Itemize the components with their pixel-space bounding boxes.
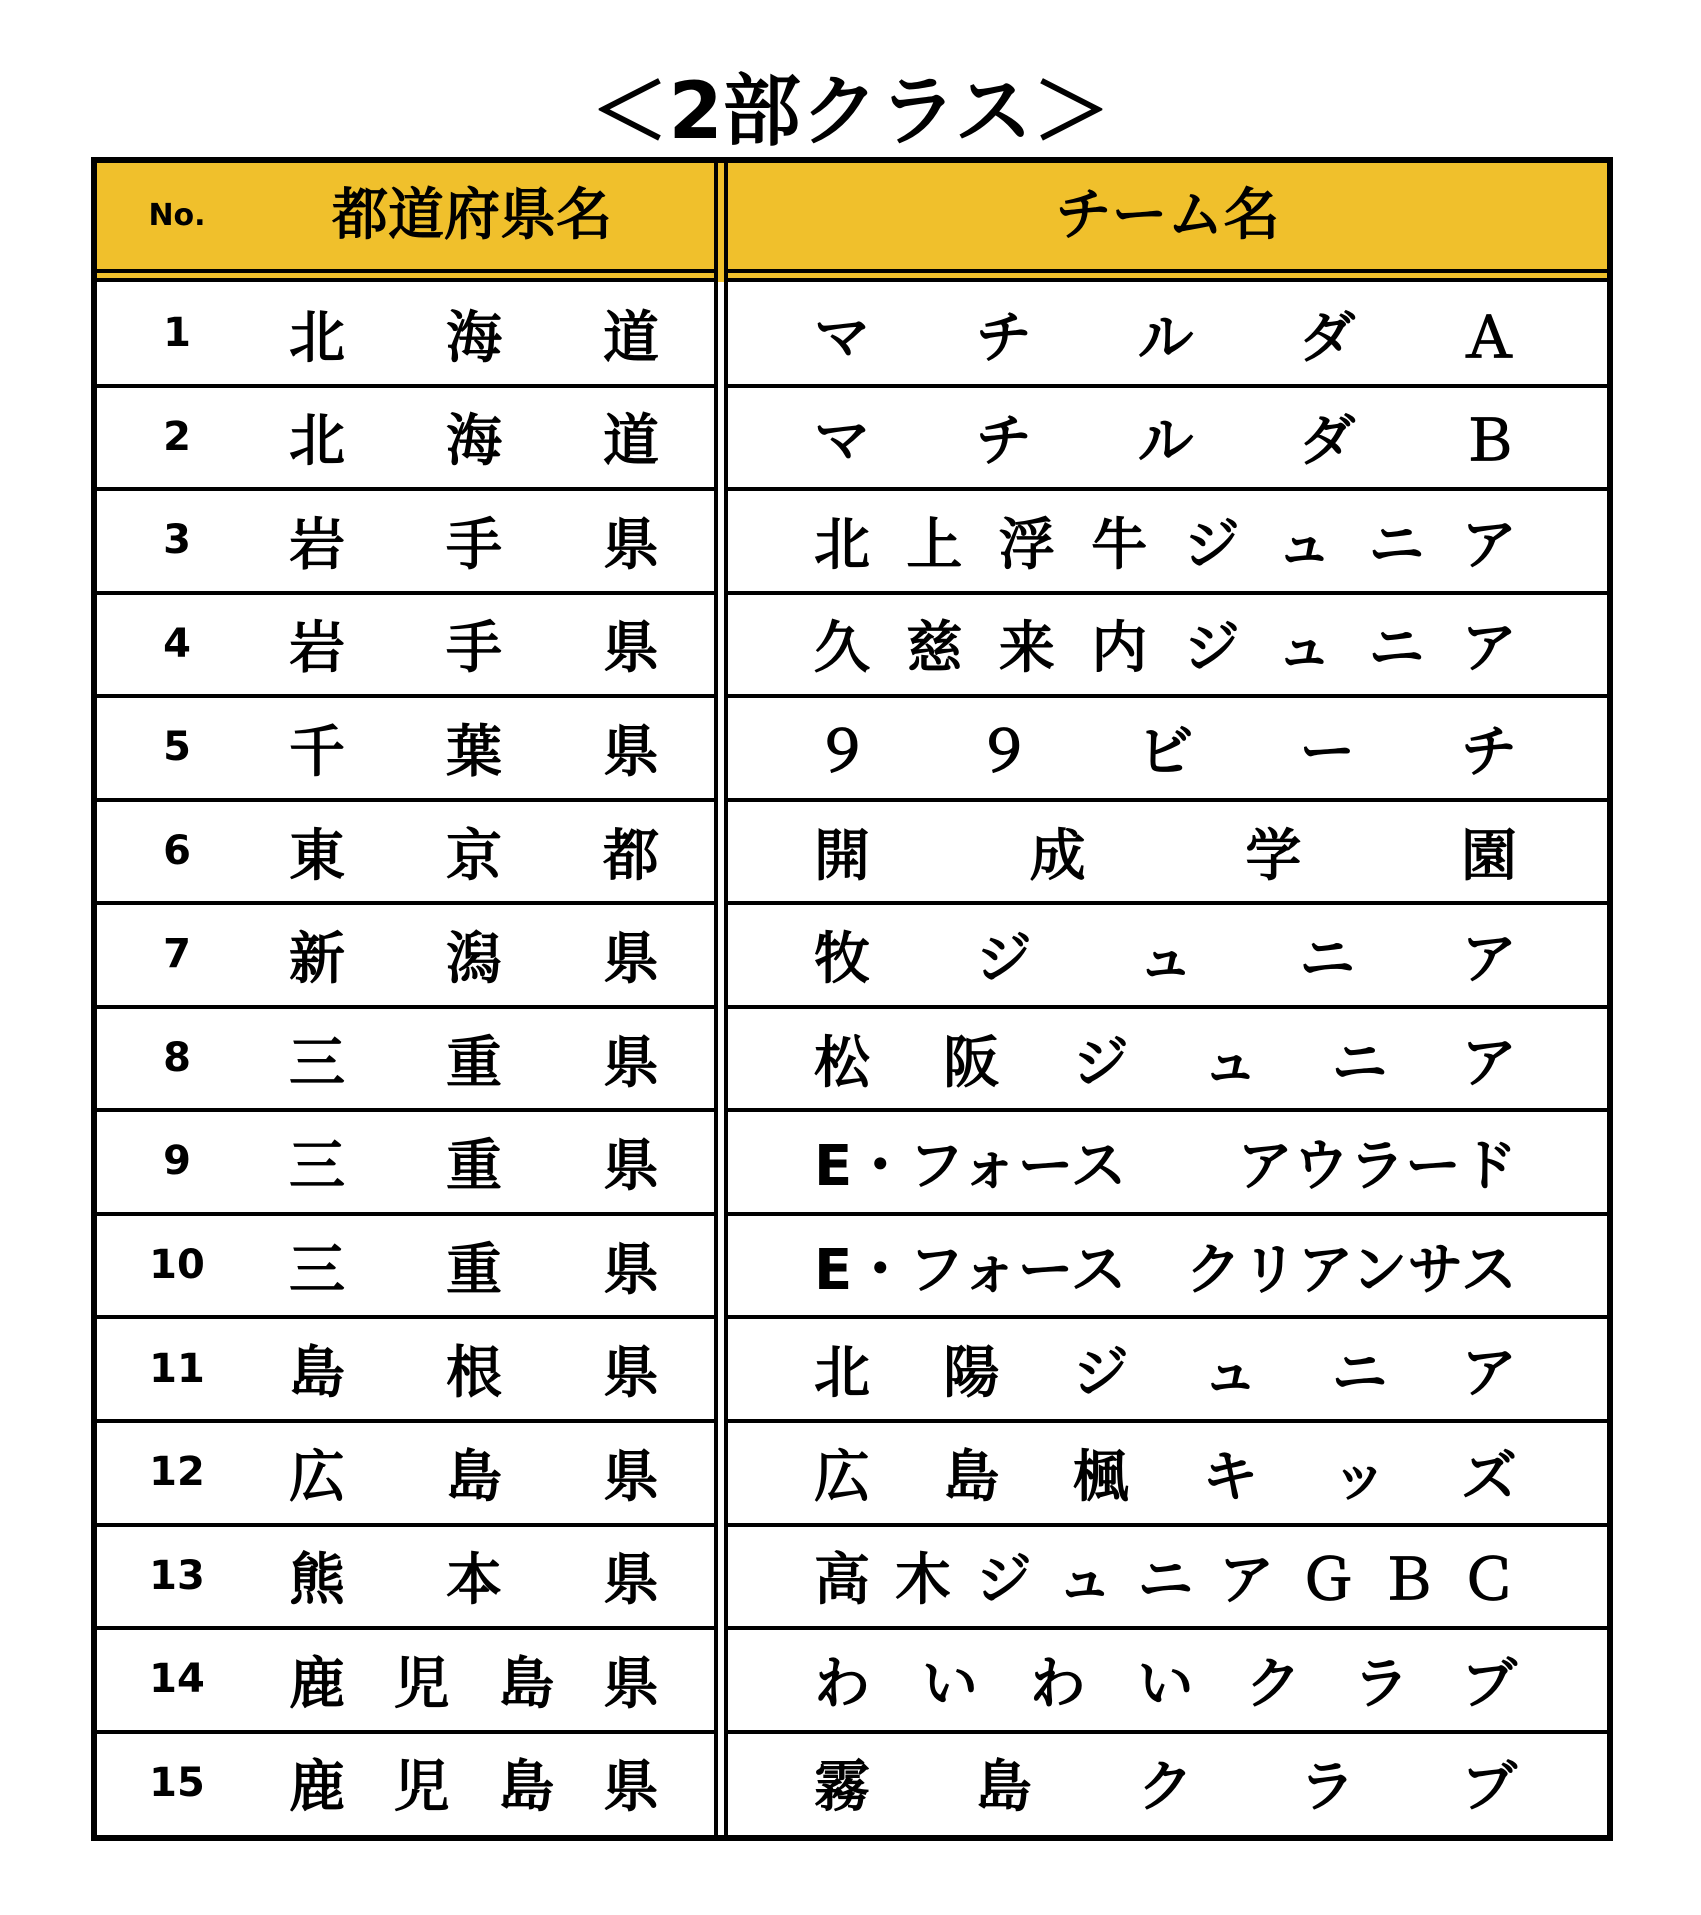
- cell-char: 開: [814, 823, 870, 889]
- cell-char: ュ: [1137, 927, 1194, 993]
- cell-char: 重: [446, 1237, 502, 1303]
- cell-char: 島: [498, 1755, 555, 1821]
- cell-char: 岩: [289, 616, 345, 682]
- cell-char: 県: [603, 719, 659, 785]
- cell-char: 上: [906, 512, 963, 578]
- table-row: [97, 1421, 1607, 1525]
- cell-char: Ｂ: [1461, 409, 1517, 475]
- cell-char: チ: [1461, 719, 1517, 785]
- row-number: 7: [163, 931, 191, 978]
- prefecture-cell: [289, 1525, 659, 1629]
- prefecture-cell: [289, 593, 659, 697]
- cell-char: 都: [603, 823, 659, 889]
- prefecture-cell: [289, 696, 659, 800]
- cell-char: E・フォース: [814, 1134, 1127, 1200]
- prefecture-cell: [289, 1628, 659, 1732]
- cell-char: ー: [1299, 719, 1356, 785]
- team-cell: [814, 1732, 1517, 1836]
- prefecture-cell: [289, 1421, 659, 1525]
- cell-char: ニ: [1368, 616, 1425, 682]
- prefecture-cell: [289, 386, 659, 490]
- cell-char: 新: [289, 927, 345, 993]
- cell-char: い: [1137, 1651, 1194, 1717]
- cell-char: クリアンサス: [1185, 1237, 1517, 1303]
- row-number: 8: [163, 1034, 191, 1081]
- table-row: [97, 1214, 1607, 1318]
- row-number: 12: [149, 1449, 205, 1496]
- cell-char: 葉: [446, 719, 502, 785]
- cell-char: ９: [975, 719, 1032, 785]
- cell-char: わ: [1029, 1651, 1086, 1717]
- prefecture-cell: [289, 1007, 659, 1111]
- header-team: チーム名: [1055, 183, 1280, 248]
- team-cell: [814, 593, 1517, 697]
- cell-char: 広: [814, 1444, 870, 1510]
- cell-char: マ: [814, 305, 870, 371]
- cell-char: 京: [446, 823, 502, 889]
- cell-char: 根: [446, 1341, 502, 1407]
- cell-char: 重: [446, 1134, 502, 1200]
- cell-char: ク: [1245, 1651, 1302, 1717]
- cell-char: ジ: [1183, 616, 1240, 682]
- prefecture-cell: [289, 1732, 659, 1836]
- cell-char: 陽: [943, 1341, 1000, 1407]
- cell-char: 高: [814, 1548, 870, 1614]
- table-row: [97, 800, 1607, 904]
- row-number: 13: [149, 1552, 205, 1599]
- table-row: [97, 1318, 1607, 1422]
- cell-char: Ｇ: [1299, 1548, 1356, 1614]
- team-cell: [814, 1421, 1517, 1525]
- cell-char: ９: [814, 719, 870, 785]
- cell-char: ジ: [975, 1548, 1032, 1614]
- cell-char: ア: [1460, 1030, 1517, 1096]
- prefecture-cell: [289, 903, 659, 1007]
- cell-char: ュ: [1276, 512, 1333, 578]
- cell-char: わ: [814, 1651, 870, 1717]
- table-row: [97, 903, 1607, 1007]
- table-header: [97, 163, 1607, 269]
- cell-char: 広: [289, 1444, 345, 1510]
- cell-char: 県: [603, 1548, 659, 1614]
- cell-char: 鹿: [289, 1755, 345, 1821]
- cell-char: 北: [289, 305, 345, 371]
- cell-char: ュ: [1202, 1341, 1259, 1407]
- table-row: [97, 1732, 1607, 1836]
- team-table: [91, 157, 1613, 1841]
- row-number: 15: [149, 1759, 205, 1806]
- table-row: [97, 1110, 1607, 1214]
- cell-char: 海: [446, 409, 502, 475]
- cell-char: チ: [975, 305, 1032, 371]
- prefecture-cell: [289, 800, 659, 904]
- cell-char: ジ: [1072, 1341, 1129, 1407]
- cell-char: 園: [1460, 823, 1517, 889]
- team-cell: [814, 1110, 1517, 1214]
- cell-char: 千: [289, 719, 345, 785]
- cell-char: 浮: [998, 512, 1055, 578]
- cell-char: 重: [446, 1030, 502, 1096]
- cell-char: ア: [1460, 616, 1517, 682]
- table-row: [97, 696, 1607, 800]
- cell-char: ア: [1460, 512, 1517, 578]
- cell-char: 県: [603, 512, 659, 578]
- cell-char: 県: [603, 927, 659, 993]
- cell-char: 慈: [906, 616, 963, 682]
- cell-char: ニ: [1331, 1030, 1388, 1096]
- cell-char: 島: [289, 1341, 345, 1407]
- cell-char: ニ: [1137, 1548, 1194, 1614]
- cell-char: ュ: [1276, 616, 1333, 682]
- cell-char: 霧: [814, 1755, 870, 1821]
- team-cell: [814, 696, 1517, 800]
- cell-char: ア: [1460, 1341, 1517, 1407]
- cell-char: 来: [998, 616, 1055, 682]
- cell-char: ブ: [1460, 1651, 1517, 1717]
- table-row: [97, 282, 1607, 386]
- cell-char: 道: [603, 409, 659, 475]
- prefecture-cell: [289, 1214, 659, 1318]
- cell-char: ア: [1461, 927, 1517, 993]
- cell-char: ブ: [1461, 1755, 1517, 1821]
- cell-char: チ: [975, 409, 1032, 475]
- header-prefecture: 都道府県名: [332, 183, 612, 248]
- team-cell: [814, 1318, 1517, 1422]
- row-number: 14: [149, 1656, 205, 1703]
- cell-char: ラ: [1353, 1651, 1410, 1717]
- row-number: 1: [163, 310, 191, 356]
- row-number: 3: [163, 517, 191, 564]
- team-cell: [814, 800, 1517, 904]
- team-cell: [814, 1525, 1517, 1629]
- cell-char: 熊: [289, 1548, 345, 1614]
- cell-char: 北: [814, 1341, 870, 1407]
- cell-char: 北: [289, 409, 345, 475]
- cell-char: 道: [603, 305, 659, 371]
- cell-char: 県: [603, 1030, 659, 1096]
- table-row: [97, 1525, 1607, 1629]
- header-no: No.: [148, 198, 206, 233]
- cell-char: 北: [814, 512, 870, 578]
- cell-char: ズ: [1460, 1444, 1517, 1510]
- cell-char: ュ: [1056, 1548, 1113, 1614]
- cell-char: 鹿: [289, 1651, 345, 1717]
- team-cell: [814, 1214, 1517, 1318]
- cell-char: 久: [814, 616, 870, 682]
- team-cell: [814, 489, 1517, 593]
- row-number: 4: [163, 620, 191, 667]
- cell-char: 島: [498, 1651, 555, 1717]
- cell-char: 海: [446, 305, 502, 371]
- cell-char: ラ: [1299, 1755, 1356, 1821]
- cell-char: 松: [814, 1030, 870, 1096]
- table-row: [97, 386, 1607, 490]
- cell-char: ダ: [1299, 409, 1356, 475]
- cell-char: Ａ: [1461, 305, 1517, 371]
- cell-char: 児: [393, 1755, 450, 1821]
- cell-char: 成: [1029, 823, 1086, 889]
- cell-char: Ｂ: [1380, 1548, 1437, 1614]
- cell-char: 手: [446, 512, 502, 578]
- cell-char: マ: [814, 409, 870, 475]
- cell-char: 島: [446, 1444, 502, 1510]
- cell-char: ジ: [1072, 1030, 1129, 1096]
- cell-char: 本: [446, 1548, 502, 1614]
- cell-char: 三: [289, 1030, 345, 1096]
- cell-char: 東: [289, 823, 345, 889]
- row-number: 10: [149, 1241, 205, 1288]
- cell-char: ニ: [1368, 512, 1425, 578]
- cell-char: 学: [1245, 823, 1302, 889]
- cell-char: 阪: [943, 1030, 1000, 1096]
- team-cell: [814, 1628, 1517, 1732]
- table-row: [97, 1007, 1607, 1111]
- team-cell: [814, 1007, 1517, 1111]
- cell-char: 島: [975, 1755, 1032, 1821]
- cell-char: ュ: [1202, 1030, 1259, 1096]
- cell-char: 岩: [289, 512, 345, 578]
- cell-char: 手: [446, 616, 502, 682]
- cell-char: 県: [603, 1341, 659, 1407]
- cell-char: Ｃ: [1461, 1548, 1517, 1614]
- cell-char: アウラード: [1237, 1134, 1517, 1200]
- cell-char: ル: [1137, 305, 1194, 371]
- cell-char: ニ: [1331, 1341, 1388, 1407]
- cell-char: 島: [943, 1444, 1000, 1510]
- prefecture-cell: [289, 282, 659, 386]
- cell-char: 牛: [1091, 512, 1148, 578]
- cell-char: 児: [393, 1651, 450, 1717]
- cell-char: 木: [894, 1548, 951, 1614]
- cell-char: ル: [1137, 409, 1194, 475]
- cell-char: ビ: [1137, 719, 1194, 785]
- row-number: 11: [149, 1345, 205, 1392]
- column-divider: [724, 163, 728, 1835]
- row-number: 5: [163, 724, 191, 771]
- cell-char: キ: [1202, 1444, 1259, 1510]
- cell-char: 三: [289, 1134, 345, 1200]
- page-title: ＜2部クラス＞: [590, 67, 1111, 157]
- cell-char: い: [921, 1651, 978, 1717]
- cell-char: 県: [603, 616, 659, 682]
- cell-char: ッ: [1331, 1444, 1388, 1510]
- table-row: [97, 1628, 1607, 1732]
- cell-char: 三: [289, 1237, 345, 1303]
- cell-char: E・フォース: [814, 1237, 1127, 1303]
- cell-char: 県: [603, 1134, 659, 1200]
- team-cell: [814, 903, 1517, 1007]
- cell-char: 潟: [446, 927, 502, 993]
- cell-char: ア: [1218, 1548, 1275, 1614]
- row-number: 2: [163, 413, 191, 460]
- row-number: 9: [163, 1138, 191, 1185]
- table-row: [97, 593, 1607, 697]
- cell-char: 県: [602, 1755, 659, 1821]
- prefecture-cell: [289, 1318, 659, 1422]
- cell-char: 内: [1091, 616, 1148, 682]
- prefecture-cell: [289, 489, 659, 593]
- row-number: 6: [163, 827, 191, 874]
- cell-char: ダ: [1299, 305, 1356, 371]
- cell-char: ジ: [1183, 512, 1240, 578]
- cell-char: 県: [603, 1237, 659, 1303]
- cell-char: ニ: [1299, 927, 1356, 993]
- prefecture-cell: [289, 1110, 659, 1214]
- cell-char: 楓: [1072, 1444, 1129, 1510]
- cell-char: ジ: [975, 927, 1032, 993]
- cell-char: 県: [602, 1651, 659, 1717]
- cell-char: 県: [603, 1444, 659, 1510]
- team-cell: [814, 386, 1517, 490]
- team-cell: [814, 282, 1517, 386]
- cell-char: 牧: [814, 927, 870, 993]
- cell-char: ク: [1137, 1755, 1194, 1821]
- table-row: [97, 489, 1607, 593]
